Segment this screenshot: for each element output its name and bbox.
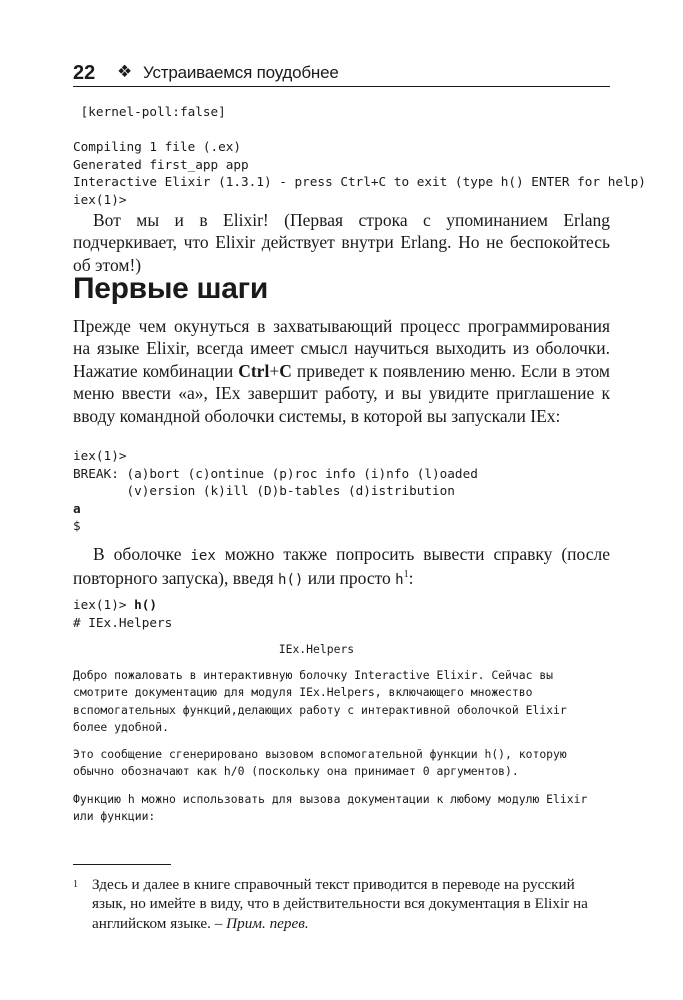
help-output-title: IEx.Helpers [73, 642, 355, 656]
footnote-body: Здесь и далее в книге справочный текст приводится в переводе на русский язык, но имейте в виду, что в действительности вся документация в Elixir на английском языке. – [92, 876, 588, 932]
code-line: Generated first_app app [73, 156, 249, 172]
help-line: вспомогательных функций,делающих работу с интерактивной оболочкой Elixir [73, 702, 567, 717]
code-line: BREAK: (a)bort (c)ontinue (p)roc info (i)nfo (l)oaded [73, 465, 478, 481]
paragraph-text: : [408, 568, 414, 589]
footnote-note-label: Прим. перев. [226, 914, 309, 932]
footnote-number: 1 [73, 879, 78, 890]
help-line: смотрите документацию для модуля IEx.Helpers, включающего множество [73, 685, 533, 700]
shell-prompt: $ [73, 518, 81, 533]
code-block-break-menu [73, 447, 478, 535]
section-heading: Первые шаги [73, 272, 268, 305]
code-line: Compiling 1 file (.ex) [73, 139, 242, 154]
code-block-startup [73, 103, 646, 208]
code-command: h() [134, 597, 158, 612]
diamond-ornament-icon: ❖ [117, 62, 133, 82]
key-plus: + [269, 360, 280, 381]
key-ctrl: Ctrl [238, 360, 270, 381]
inline-code-h: h [395, 572, 404, 589]
key-c: C [279, 360, 292, 381]
code-block-h-command [73, 596, 172, 631]
code-input-a: a [73, 500, 81, 516]
footnote-text [92, 875, 610, 933]
inline-code-iex: iex [190, 548, 216, 564]
code-line: [kernel-poll:false] [73, 104, 226, 119]
page-number: 22 [73, 62, 96, 84]
header-rule [73, 86, 610, 87]
paragraph-text: приведет к появлению меню. Если в этом меню ввести «a», IEx завершит работу, и вы увидите приглашение к вводу командной оболочки системы, в которой вы запускали IEx: [73, 360, 610, 426]
code-line: iex(1)> [73, 191, 127, 207]
paragraph-help [73, 543, 610, 592]
help-line: Функцию h можно использовать для вызова документации к любому модулю Elixir [73, 792, 588, 806]
help-line: более удобной. [73, 719, 170, 734]
help-line: Добро пожаловать в интерактивную болочку Interactive Elixir. Сейчас вы [73, 668, 554, 682]
help-line: или функции: [73, 809, 156, 824]
help-output-paragraph [73, 667, 567, 736]
code-line: # IEx.Helpers [73, 614, 173, 630]
paragraph-text: В оболочке [93, 544, 191, 564]
code-line: (v)ersion (k)ill (D)b-tables (d)istribution [73, 483, 455, 498]
code-prompt: iex(1)> [73, 597, 135, 612]
running-title: Устраиваемся поудобнее [143, 63, 339, 82]
paragraph-text: Прежде чем окунуться в захватывающий процесс программирования на языке Elixir, всегда имеет смысл научиться выходить из оболочки. Нажатие комбинации [73, 316, 610, 381]
help-line: Это сообщение сгенерировано вызовом вспомогательной функции h(), которую [73, 747, 567, 761]
footnote-reference: 1 [403, 569, 409, 581]
help-output-paragraph [73, 746, 567, 781]
inline-code-h-call: h() [278, 572, 304, 589]
footnote-rule [73, 864, 171, 865]
page-header [73, 58, 610, 86]
paragraph-intro: Вот мы и в Elixir! (Первая строка с упоминанием Erlang подчеркивает, что Elixir действует внутри Erlang. Но не беспокойтесь об этом!) [73, 210, 610, 275]
code-line: Interactive Elixir (1.3.1) - press Ctrl+C to exit (type h() ENTER for help) [73, 174, 646, 189]
help-output-paragraph [73, 791, 587, 826]
paragraph-text: можно также попросить вывести справку (после повторного запуска), введя [73, 544, 610, 589]
paragraph-text: или просто [303, 568, 396, 589]
code-line: iex(1)> [73, 448, 127, 463]
paragraph-exit-shell [73, 315, 610, 427]
help-line: обычно обозначают как h/0 (поскольку она принимает 0 аргументов). [73, 764, 519, 779]
